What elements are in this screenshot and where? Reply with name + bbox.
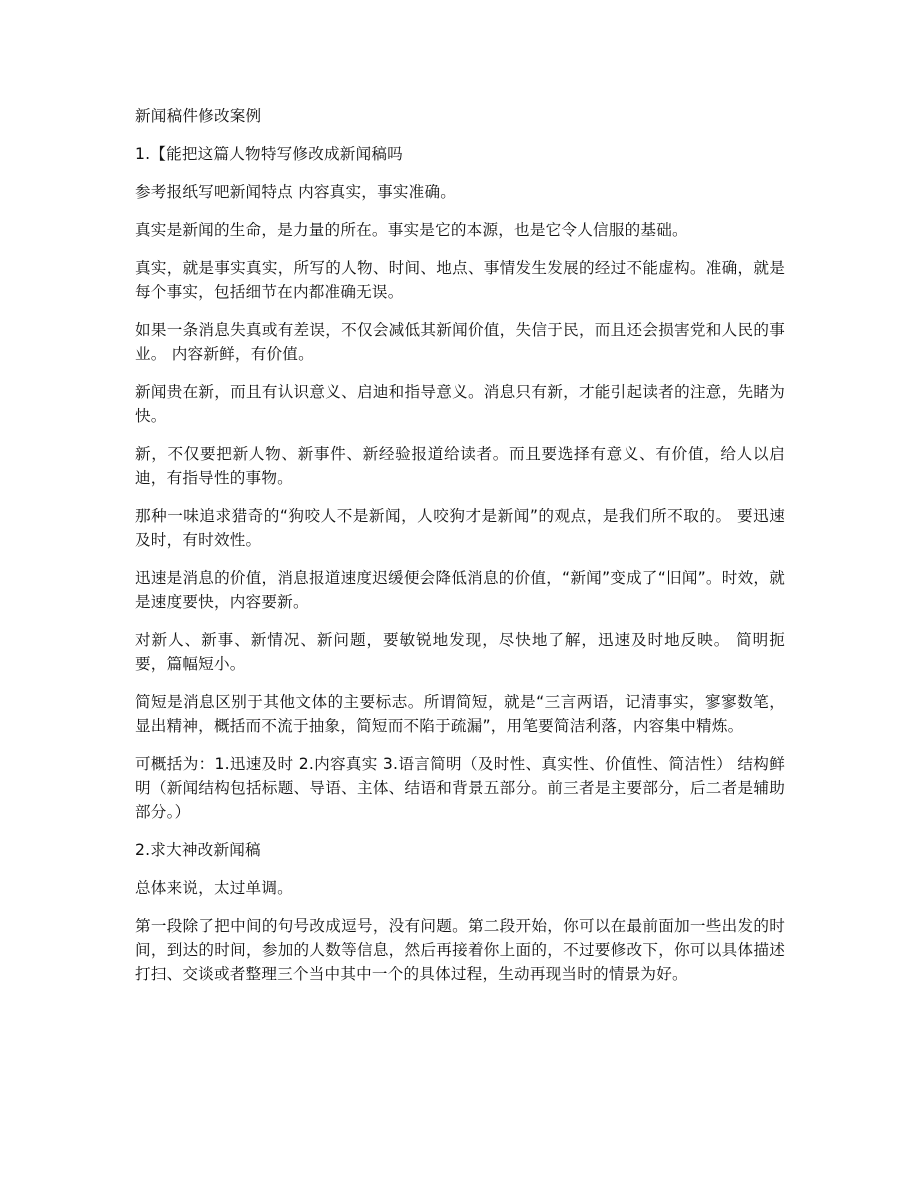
paragraph: 迅速是消息的价值，消息报道速度迟缓便会降低消息的价值，“新闻”变成了“旧闻”。时效，就是速度要快，内容要新。 xyxy=(135,569,785,611)
paragraph: 总体来说，太过单调。 xyxy=(135,879,293,897)
paragraph: 新闻贵在新，而且有认识意义、启迪和指导意义。消息只有新，才能引起读者的注意，先睹为快。 xyxy=(135,383,785,425)
paragraph: 简短是消息区别于其他文体的主要标志。所谓简短，就是“三言两语，记清事实，寥寥数笔，显出精神，概括而不流于抽象，简短而不陷于疏漏”，用笔要简洁利落，内容集中精炼。 xyxy=(135,693,785,735)
paragraph: 第一段除了把中间的句号改成逗号，没有问题。第二段开始，你可以在最前面加一些出发的时间，到达的时间，参加的人数等信息，然后再接着你上面的，不过要修改下，你可以具体描述打扫、交谈或者整理三个当中其中一个的具体过程，生动再现当时的情景为好。 xyxy=(135,917,785,983)
section-heading-1: 1.【能把这篇人物特写修改成新闻稿吗 xyxy=(135,145,403,163)
paragraph: 参考报纸写吧新闻特点 内容真实，事实准确。 xyxy=(135,183,457,201)
paragraph: 如果一条消息失真或有差误，不仅会减低其新闻价值，失信于民，而且还会损害党和人民的事业。 内容新鲜，有价值。 xyxy=(135,321,785,363)
section-heading-2: 2.求大神改新闻稿 xyxy=(135,841,261,859)
paragraph: 可概括为：1.迅速及时 2.内容真实 3.语言简明（及时性、真实性、价值性、简洁性） 结构鲜明（新闻结构包括标题、导语、主体、结语和背景五部分。前三者是主要部分，后二者是辅助部分。） xyxy=(135,755,785,821)
paragraph: 真实是新闻的生命，是力量的所在。事实是它的本源，也是它令人信服的基础。 xyxy=(135,221,688,239)
paragraph: 新，不仅要把新人物、新事件、新经验报道给读者。而且要选择有意义、有价值，给人以启迪，有指导性的事物。 xyxy=(135,445,785,487)
paragraph: 真实，就是事实真实，所写的人物、时间、地点、事情发生发展的经过不能虚构。准确，就是每个事实，包括细节在内都准确无误。 xyxy=(135,259,785,301)
document-page xyxy=(135,104,785,1000)
paragraph: 对新人、新事、新情况、新问题，要敏锐地发现，尽快地了解，迅速及时地反映。 简明扼要，篇幅短小。 xyxy=(135,631,785,673)
paragraph: 那种一味追求猎奇的“狗咬人不是新闻，人咬狗才是新闻”的观点，是我们所不取的。 要迅速及时，有时效性。 xyxy=(135,507,785,549)
document-title: 新闻稿件修改案例 xyxy=(135,107,262,125)
